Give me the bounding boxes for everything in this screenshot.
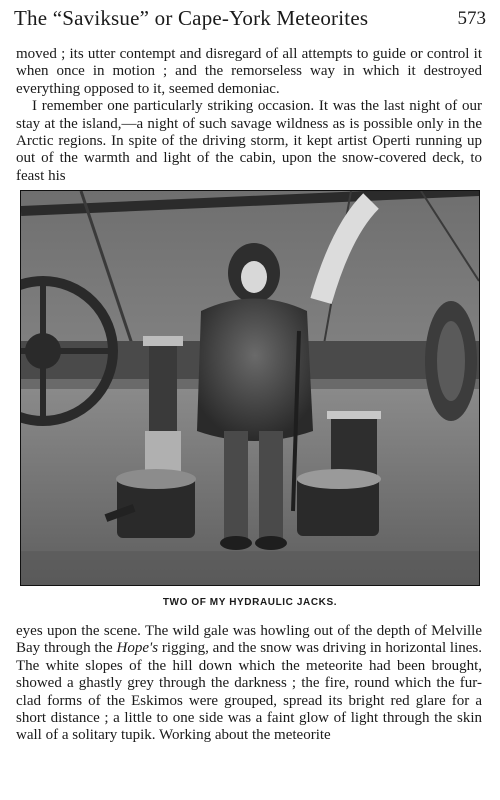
running-header — [14, 6, 486, 36]
figure-caption: TWO OF MY HYDRAULIC JACKS. — [162, 597, 338, 608]
paragraph: I remember one particularly striking occasion. It was the last night of our stay at the island,—a night of such savage wildness as is possible only in the Arctic regions. In spite of the driving storm, it kept artist Operti running up out of the warmth and light of the cabin, upon the snow-covered deck, to feast his — [16, 98, 482, 184]
paragraph-continued: moved ; its utter contempt and disregard of all attempts to guide or control it when once in motion ; and the remorseless way in which it destroyed everything opposed to it, seemed demoniac. — [16, 46, 482, 97]
body-text-top — [16, 46, 482, 185]
page-number: 573 — [457, 8, 486, 29]
text-run: eyes upon the scene. The wild gale was howling out of the depth of Melville Bay through the — [16, 623, 482, 657]
body-text-bottom — [16, 623, 482, 745]
paragraph-continued — [16, 623, 482, 745]
ship-name: Hope's — [116, 640, 159, 657]
photo-hydraulic-jacks — [20, 190, 480, 586]
text-run: rigging, and the snow was driving in horizontal lines. The white slopes of the hill down which the meteorite had been brought, showed a ghastly grey through the darkness ; the fire, round which the fur-clad forms of the Eskimos were grouped, spread its bright red glare for a short distance ; a little to one side was a faint glow of light through the skin wall of a solitary tupik. Working about the meteorite — [16, 640, 483, 744]
running-title: The “Saviksue” or Cape-York Meteorites — [14, 6, 369, 30]
